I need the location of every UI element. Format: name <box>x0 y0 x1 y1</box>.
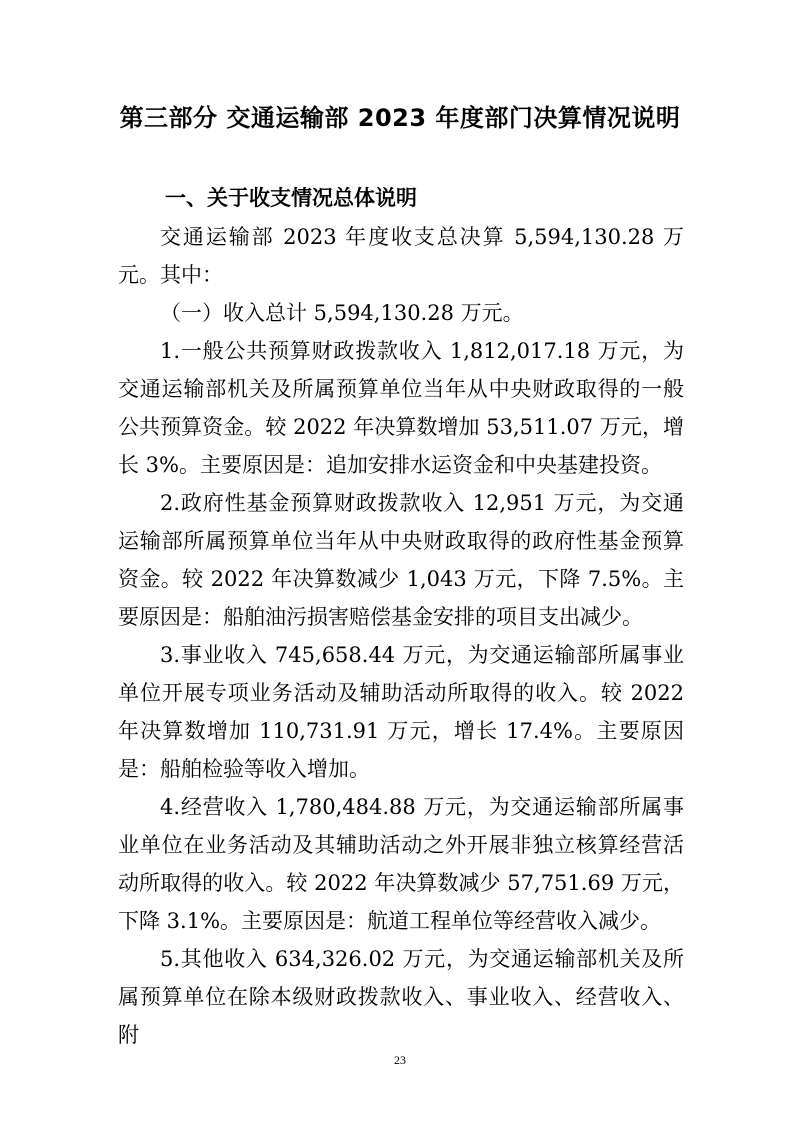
paragraph-business-income: 3.事业收入 745,658.44 万元，为交通运输部所属事业单位开展专项业务活动及辅助活动所取得的收入。较 2022 年决算数增加 110,731.91 万元，增长 17.4%。主要原因是：船舶检验等收入增加。 <box>118 643 684 781</box>
paragraph-general-budget: 1.一般公共预算财政拨款收入 1,812,017.18 万元，为交通运输部机关及所属预算单位当年从中央财政取得的一般公共预算资金。较 2022 年决算数增加 53,511.07 万元，增长 3%。主要原因是：追加安排水运资金和中央基建投资。 <box>118 339 684 477</box>
paragraph-fund-budget: 2.政府性基金预算财政拨款收入 12,951 万元，为交通运输部所属预算单位当年从中央财政取得的政府性基金预算资金。较 2022 年决算数减少 1,043 万元，下降 7.5%。主要原因是：船舶油污损害赔偿基金安排的项目支出减少。 <box>118 491 684 629</box>
section-heading: 一、关于收支情况总体说明 <box>165 186 417 210</box>
paragraph-income-total: （一）收入总计 5,594,130.28 万元。 <box>160 301 524 325</box>
page-title: 第三部分 交通运输部 2023 年度部门决算情况说明 <box>119 104 681 132</box>
paragraph-summary: 交通运输部 2023 年度收支总决算 5,594,130.28 万元。其中： <box>118 225 684 287</box>
paragraph-other-income: 5.其他收入 634,326.02 万元，为交通运输部机关及所属预算单位在除本级财政拨款收入、事业收入、经营收入、附 <box>118 947 684 1047</box>
body-text <box>118 218 684 1054</box>
paragraph-operating-income: 4.经营收入 1,780,484.88 万元，为交通运输部所属事业单位在业务活动及其辅助活动之外开展非独立核算经营活动所取得的收入。较 2022 年决算数减少 57,751.69 万元，下降 3.1%。主要原因是：航道工程单位等经营收入减少。 <box>118 795 684 933</box>
page-number: 23 <box>394 1053 406 1067</box>
